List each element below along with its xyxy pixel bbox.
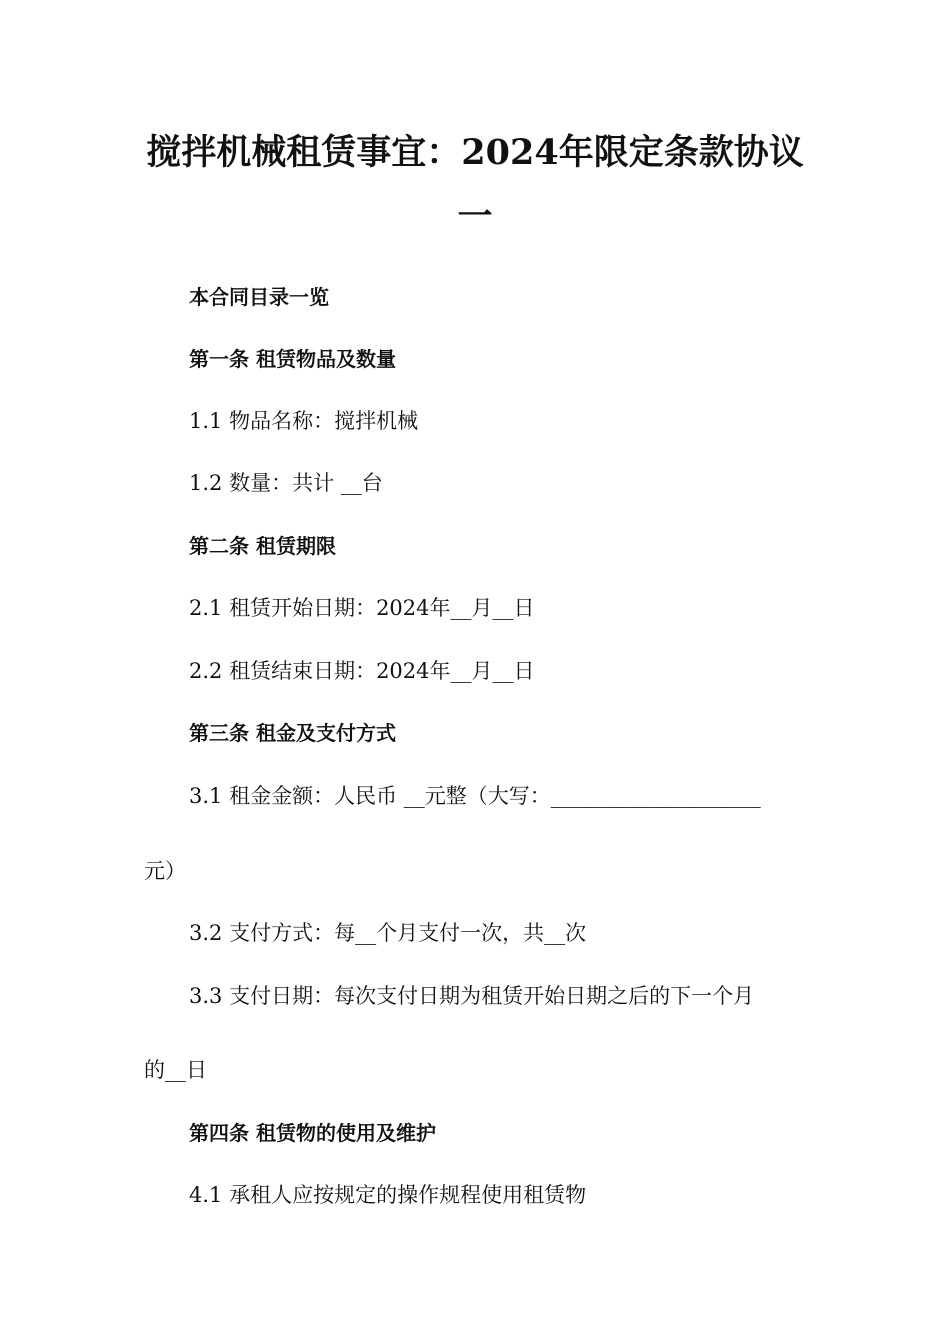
article3-item1-line1: 3.1 租金金额：人民币 __元整（大写：____________________ [189, 784, 761, 808]
article2-heading: 第二条 租赁期限 [189, 534, 336, 558]
article3-item2: 3.2 支付方式：每__个月支付一次，共__次 [189, 921, 587, 945]
article3-item3-line1: 3.3 支付日期：每次支付日期为租赁开始日期之后的下一个月 [189, 984, 755, 1008]
toc-heading: 本合同目录一览 [189, 285, 329, 309]
article3-heading: 第三条 租金及支付方式 [189, 721, 396, 745]
article4-item1: 4.1 承租人应按规定的操作规程使用租赁物 [189, 1183, 587, 1207]
article2-item1: 2.1 租赁开始日期：2024年__月__日 [189, 596, 535, 620]
document-title-line2: 一 [457, 196, 493, 237]
article1-item1: 1.1 物品名称：搅拌机械 [189, 409, 419, 433]
article3-item3-line2: 的__日 [144, 1058, 207, 1082]
article1-heading: 第一条 租赁物品及数量 [189, 347, 396, 371]
article4-heading: 第四条 租赁物的使用及维护 [189, 1121, 436, 1145]
article3-item1-line2: 元） [144, 859, 186, 883]
article2-item2: 2.2 租赁结束日期：2024年__月__日 [189, 659, 535, 683]
document-title-line1: 搅拌机械租赁事宜：2024年限定条款协议 [146, 132, 804, 173]
article1-item2: 1.2 数量：共计 __台 [189, 471, 383, 495]
